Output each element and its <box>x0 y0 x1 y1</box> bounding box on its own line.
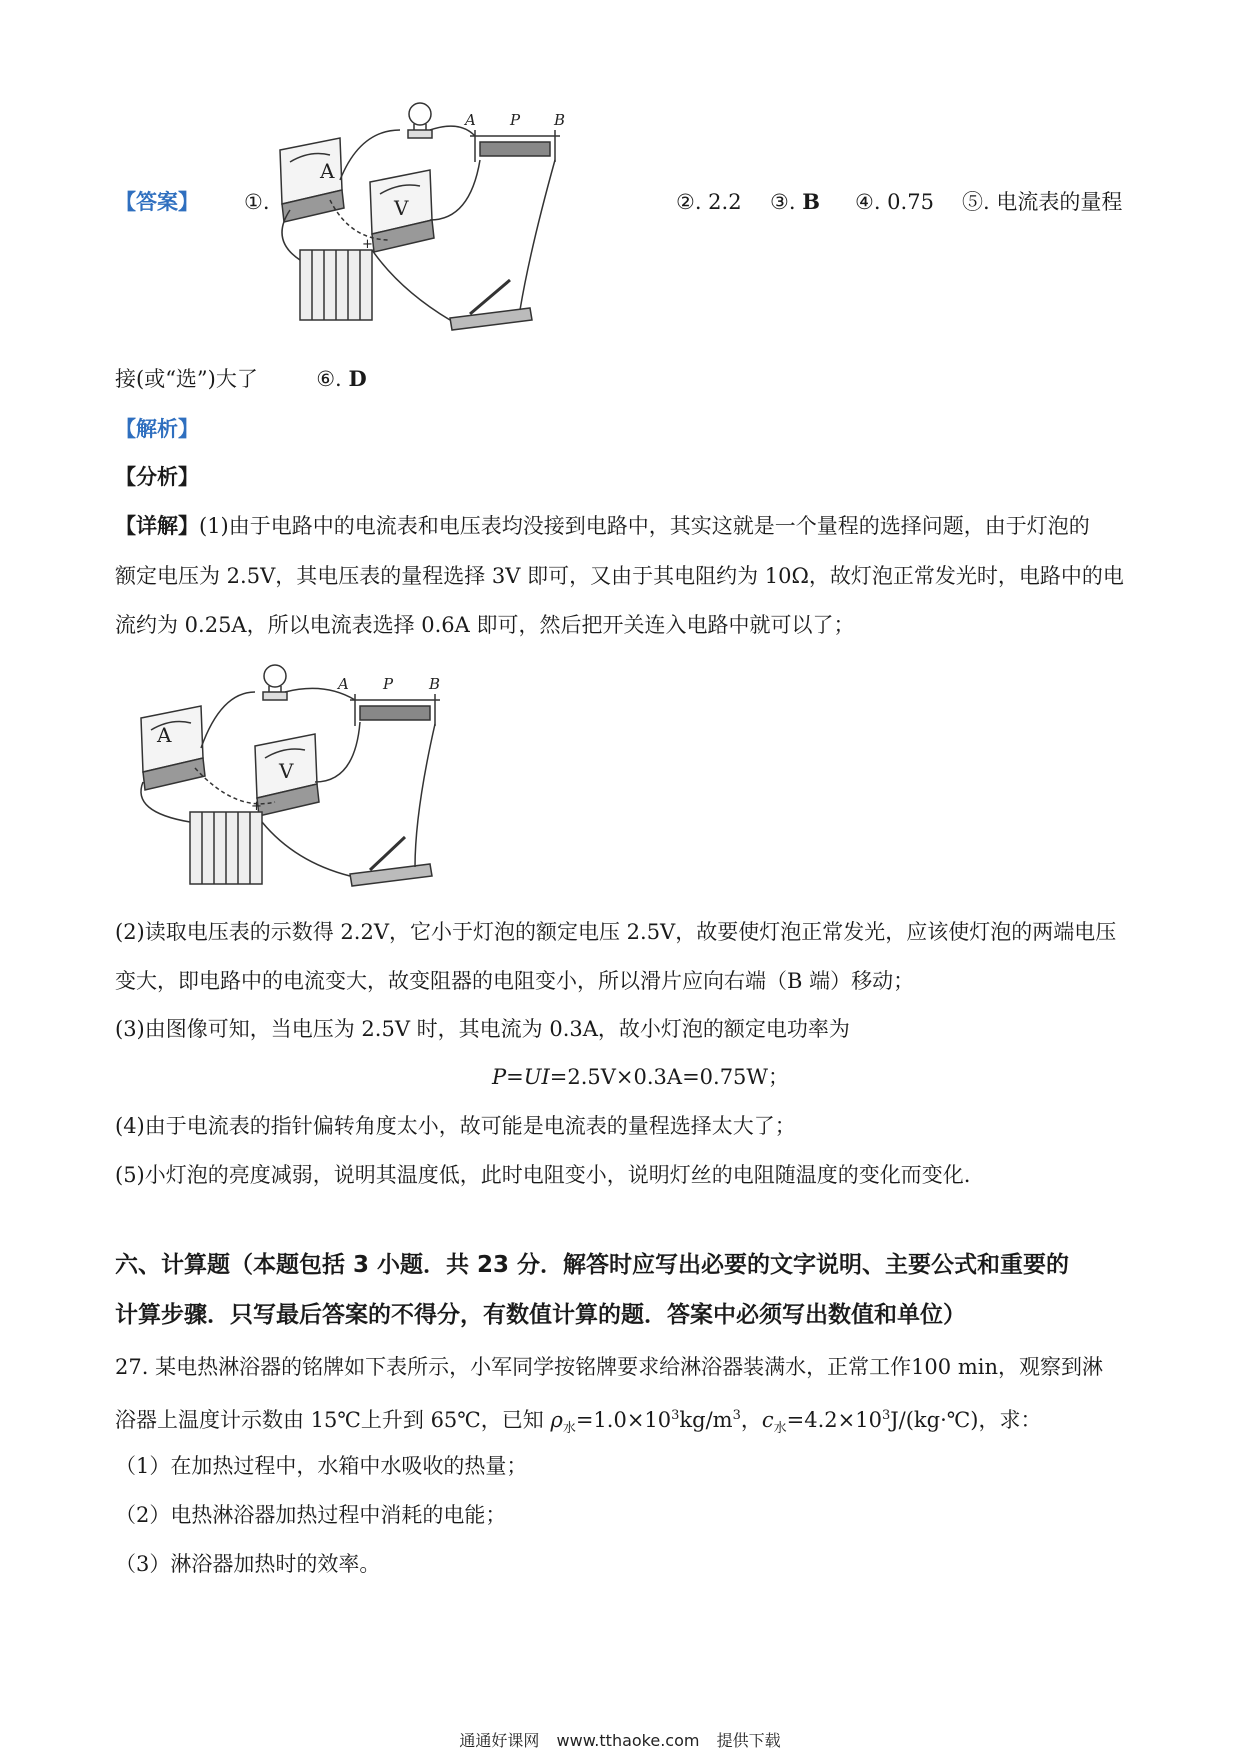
c-symbol: c <box>761 1408 774 1432</box>
answer-item-3 <box>770 187 820 217</box>
c-unit: J/(kg·℃)，求： <box>890 1408 1042 1432</box>
c-value: =4.2×10 <box>786 1408 882 1432</box>
power-formula <box>492 1062 789 1092</box>
voltmeter-label-2: V <box>279 759 294 783</box>
q27-line-2 <box>115 1401 1041 1444</box>
q27-l2-text: 浴器上温度计示数由 15℃上升到 65℃，已知 <box>115 1408 551 1432</box>
answer-cont-text: 接(或“选”)大了 <box>115 367 258 391</box>
answer-item-6-num: ⑥. <box>316 367 342 391</box>
detail-p5: (5)小灯泡的亮度减弱，说明其温度低，此时电阻变小，说明灯丝的电阻随温度的变化而变化. <box>115 1163 971 1187</box>
formula-ui: UI <box>523 1065 550 1089</box>
answer-item-3-num: ③. <box>770 190 796 214</box>
ammeter-label-2: A <box>157 723 172 747</box>
rheostat-label-b-2: B <box>429 675 441 693</box>
rho-value: =1.0×10 <box>575 1408 672 1432</box>
formula-eq: = <box>506 1065 524 1089</box>
rheostat-label-p: P <box>510 111 521 129</box>
answer-tag: 【答案】 <box>115 190 199 214</box>
detail-line-1 <box>115 511 1090 541</box>
detail-p2-l1: (2)读取电压表的示数得 2.2V，它小于灯泡的额定电压 2.5V，故要使灯泡正常发光，应该使灯泡的两端电压 <box>115 920 1117 944</box>
formula-rest: =2.5V×0.3A=0.75W； <box>549 1065 790 1089</box>
section-heading-line-2: 计算步骤．只写最后答案的不得分，有数值计算的题．答案中必须写出数值和单位） <box>115 1302 966 1328</box>
fenxi-tag: 【分析】 <box>115 465 199 489</box>
rho-exp: 3 <box>671 1408 680 1423</box>
circuit-diagram-answer <box>270 100 650 340</box>
q27-sub-3: （3）淋浴器加热时的效率。 <box>115 1552 381 1576</box>
q27-sub-1: （1）在加热过程中，水箱中水吸收的热量； <box>115 1454 528 1478</box>
rho-symbol: ρ <box>550 1408 563 1432</box>
c-sub: 水 <box>773 1421 787 1437</box>
jiexi-tag: 【解析】 <box>115 417 199 441</box>
footer-tail: 提供下载 <box>716 1731 781 1750</box>
detail-tag: 【详解】 <box>115 514 199 538</box>
detail-p3-l1: (3)由图像可知，当电压为 2.5V 时，其电流为 0.3A，故小灯泡的额定电功率为 <box>115 1017 850 1041</box>
rho-sub: 水 <box>562 1421 576 1437</box>
detail-p1-l3: 流约为 0.25A，所以电流表选择 0.6A 即可，然后把开关连入电路中就可以了； <box>115 613 855 637</box>
q27-line-1: 27. 某电热淋浴器的铭牌如下表所示，小军同学按铭牌要求给淋浴器装满水，正常工作100 min，观察到淋 <box>115 1355 1103 1379</box>
detail-p4: (4)由于电流表的指针偏转角度太小，故可能是电流表的量程选择太大了； <box>115 1114 796 1138</box>
rheostat-label-p-2: P <box>383 675 394 693</box>
answer-item-2: ②. 2.2 <box>676 190 742 214</box>
c-exp: 3 <box>881 1408 891 1423</box>
detail-p1-l2: 额定电压为 2.5V，其电压表的量程选择 3V 即可，又由于其电阻约为 10Ω，故灯泡正常发光时，电路中的电 <box>115 564 1124 588</box>
answer-item-4: ④. 0.75 <box>855 190 934 214</box>
detail-p2-l2: 变大，即电路中的电流变大，故变阻器的电阻变小，所以滑片应向右端（B 端）移动； <box>115 969 915 993</box>
section-heading-line-1: 六、计算题（本题包括 3 小题．共 23 分．解答时应写出必要的文字说明、主要公式和重要的 <box>115 1252 1070 1278</box>
detail-p1-l1: (1)由于电路中的电流表和电压表均没接到电路中，其实这就是一个量程的选择问题，由于灯泡的 <box>199 514 1090 538</box>
footer-url[interactable]: www.tthaoke.com <box>556 1731 700 1750</box>
circuit-diagram-detail <box>135 662 505 897</box>
battery-plus-2: + <box>251 799 262 814</box>
formula-p: P <box>492 1065 507 1089</box>
rho-unit-exp: 3 <box>732 1408 741 1423</box>
ammeter-label: A <box>320 159 335 183</box>
battery-plus: + <box>362 237 373 252</box>
answer-item-5: ⑤. 电流表的量程 <box>962 190 1123 214</box>
footer-site: 通通好课网 <box>459 1731 540 1750</box>
page-footer <box>0 1728 1240 1751</box>
q27-sep: ， <box>740 1408 762 1432</box>
answer-item-6-val: D <box>348 366 367 391</box>
answer-item-3-val: B <box>802 189 820 214</box>
q27-sub-2: （2）电热淋浴器加热过程中消耗的电能； <box>115 1503 507 1527</box>
rheostat-label-a: A <box>465 111 476 129</box>
voltmeter-label: V <box>394 196 409 220</box>
answer-continuation <box>115 364 367 394</box>
answer-item-1: ①. <box>244 190 270 214</box>
rheostat-label-b: B <box>554 111 566 129</box>
rho-unit: kg/m <box>679 1408 733 1432</box>
rheostat-label-a-2: A <box>338 675 349 693</box>
